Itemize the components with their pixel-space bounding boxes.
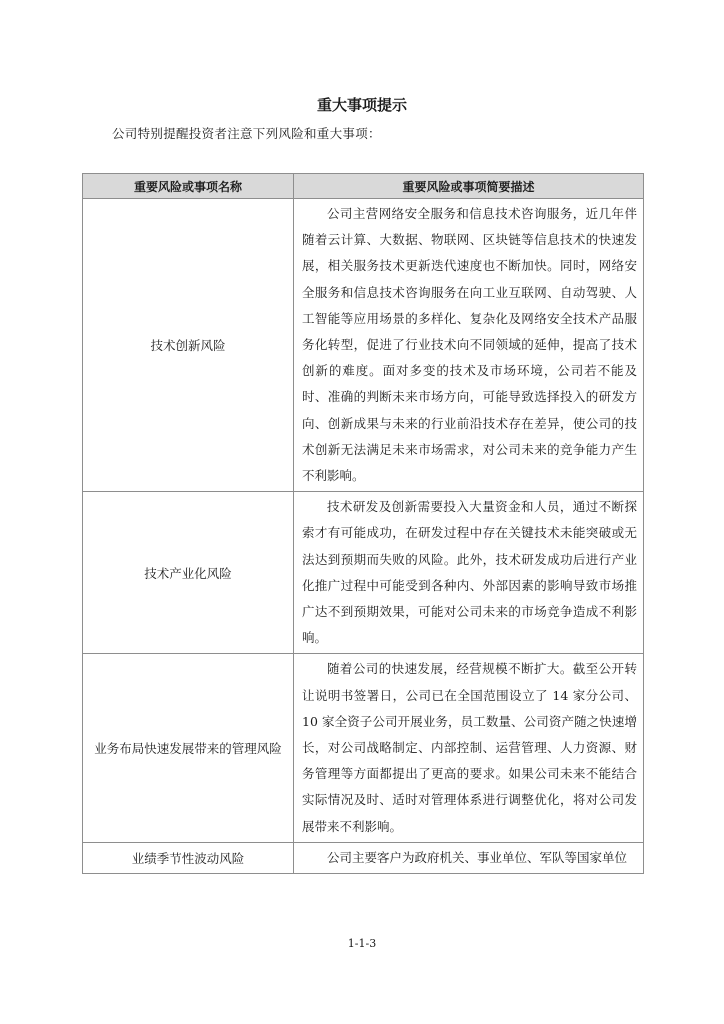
risk-name: 业绩季节性波动风险: [83, 842, 294, 873]
table-row: [83, 654, 644, 842]
risk-description: 公司主营网络安全服务和信息技术咨询服务，近几年伴随着云计算、大数据、物联网、区块链等信息技术的快速发展，相关服务技术更新迭代速度也不断加快。同时，网络安全服务和信息技术咨询服务在向工业互联网、自动驾驶、人工智能等应用场景的多样化、复杂化及网络安全技术产品服务化转型，促进了行业技术向不同领域的延伸，提高了技术创新的难度。面对多变的技术及市场环境，公司若不能及时、准确的判断未来市场方向，可能导致选择投入的研发方向、创新成果与未来的行业前沿技术存在差异，使公司的技术创新无法满足未来市场需求，对公司未来的竞争能力产生不利影响。: [302, 206, 637, 484]
intro-text: 公司特别提醒投资者注意下列风险和重大事项：: [112, 126, 381, 141]
page-number: 1-1-3: [347, 937, 377, 950]
risk-description-cell: [294, 654, 644, 842]
table-row: [83, 492, 644, 654]
risk-name: 技术产业化风险: [83, 492, 294, 654]
risk-description: 技术研发及创新需要投入大量资金和人员，通过不断探索才有可能成功，在研发过程中存在关键技术未能突破或无法达到预期而失败的风险。此外，技术研发成功后进行产业化推广过程中可能受到各种内、外部因素的影响导致市场推广达不到预期效果，可能对公司未来的市场竞争造成不利影响。: [302, 499, 637, 646]
risk-description-cell: [294, 842, 644, 873]
risk-description-cell: [294, 199, 644, 492]
page-title: 重大事项提示: [316, 96, 407, 114]
risk-description: 公司主要客户为政府机关、事业单位、军队等国家单位: [327, 849, 628, 865]
table-row: [83, 842, 644, 873]
header-risk-name: 重要风险或事项名称: [83, 174, 294, 199]
risk-description: 随着公司的快速发展，经营规模不断扩大。截至公开转让说明书签署日，公司已在全国范围设立了 14 家分公司、10 家全资子公司开展业务，员工数量、公司资产随之快速增长，对公司战略制定、内部控制、运营管理、人力资源、财务管理等方面都提出了更高的要求。如果公司未来不能结合实际情况及时、适时对管理体系进行调整优化，将对公司发展带来不利影响。: [302, 661, 637, 834]
table-row: [83, 199, 644, 492]
risk-description-cell: [294, 492, 644, 654]
risk-name: 技术创新风险: [83, 199, 294, 492]
header-risk-description: 重要风险或事项简要描述: [294, 174, 644, 199]
risk-table: [82, 173, 644, 874]
risk-name: 业务布局快速发展带来的管理风险: [83, 654, 294, 842]
table-header-row: [83, 174, 644, 199]
